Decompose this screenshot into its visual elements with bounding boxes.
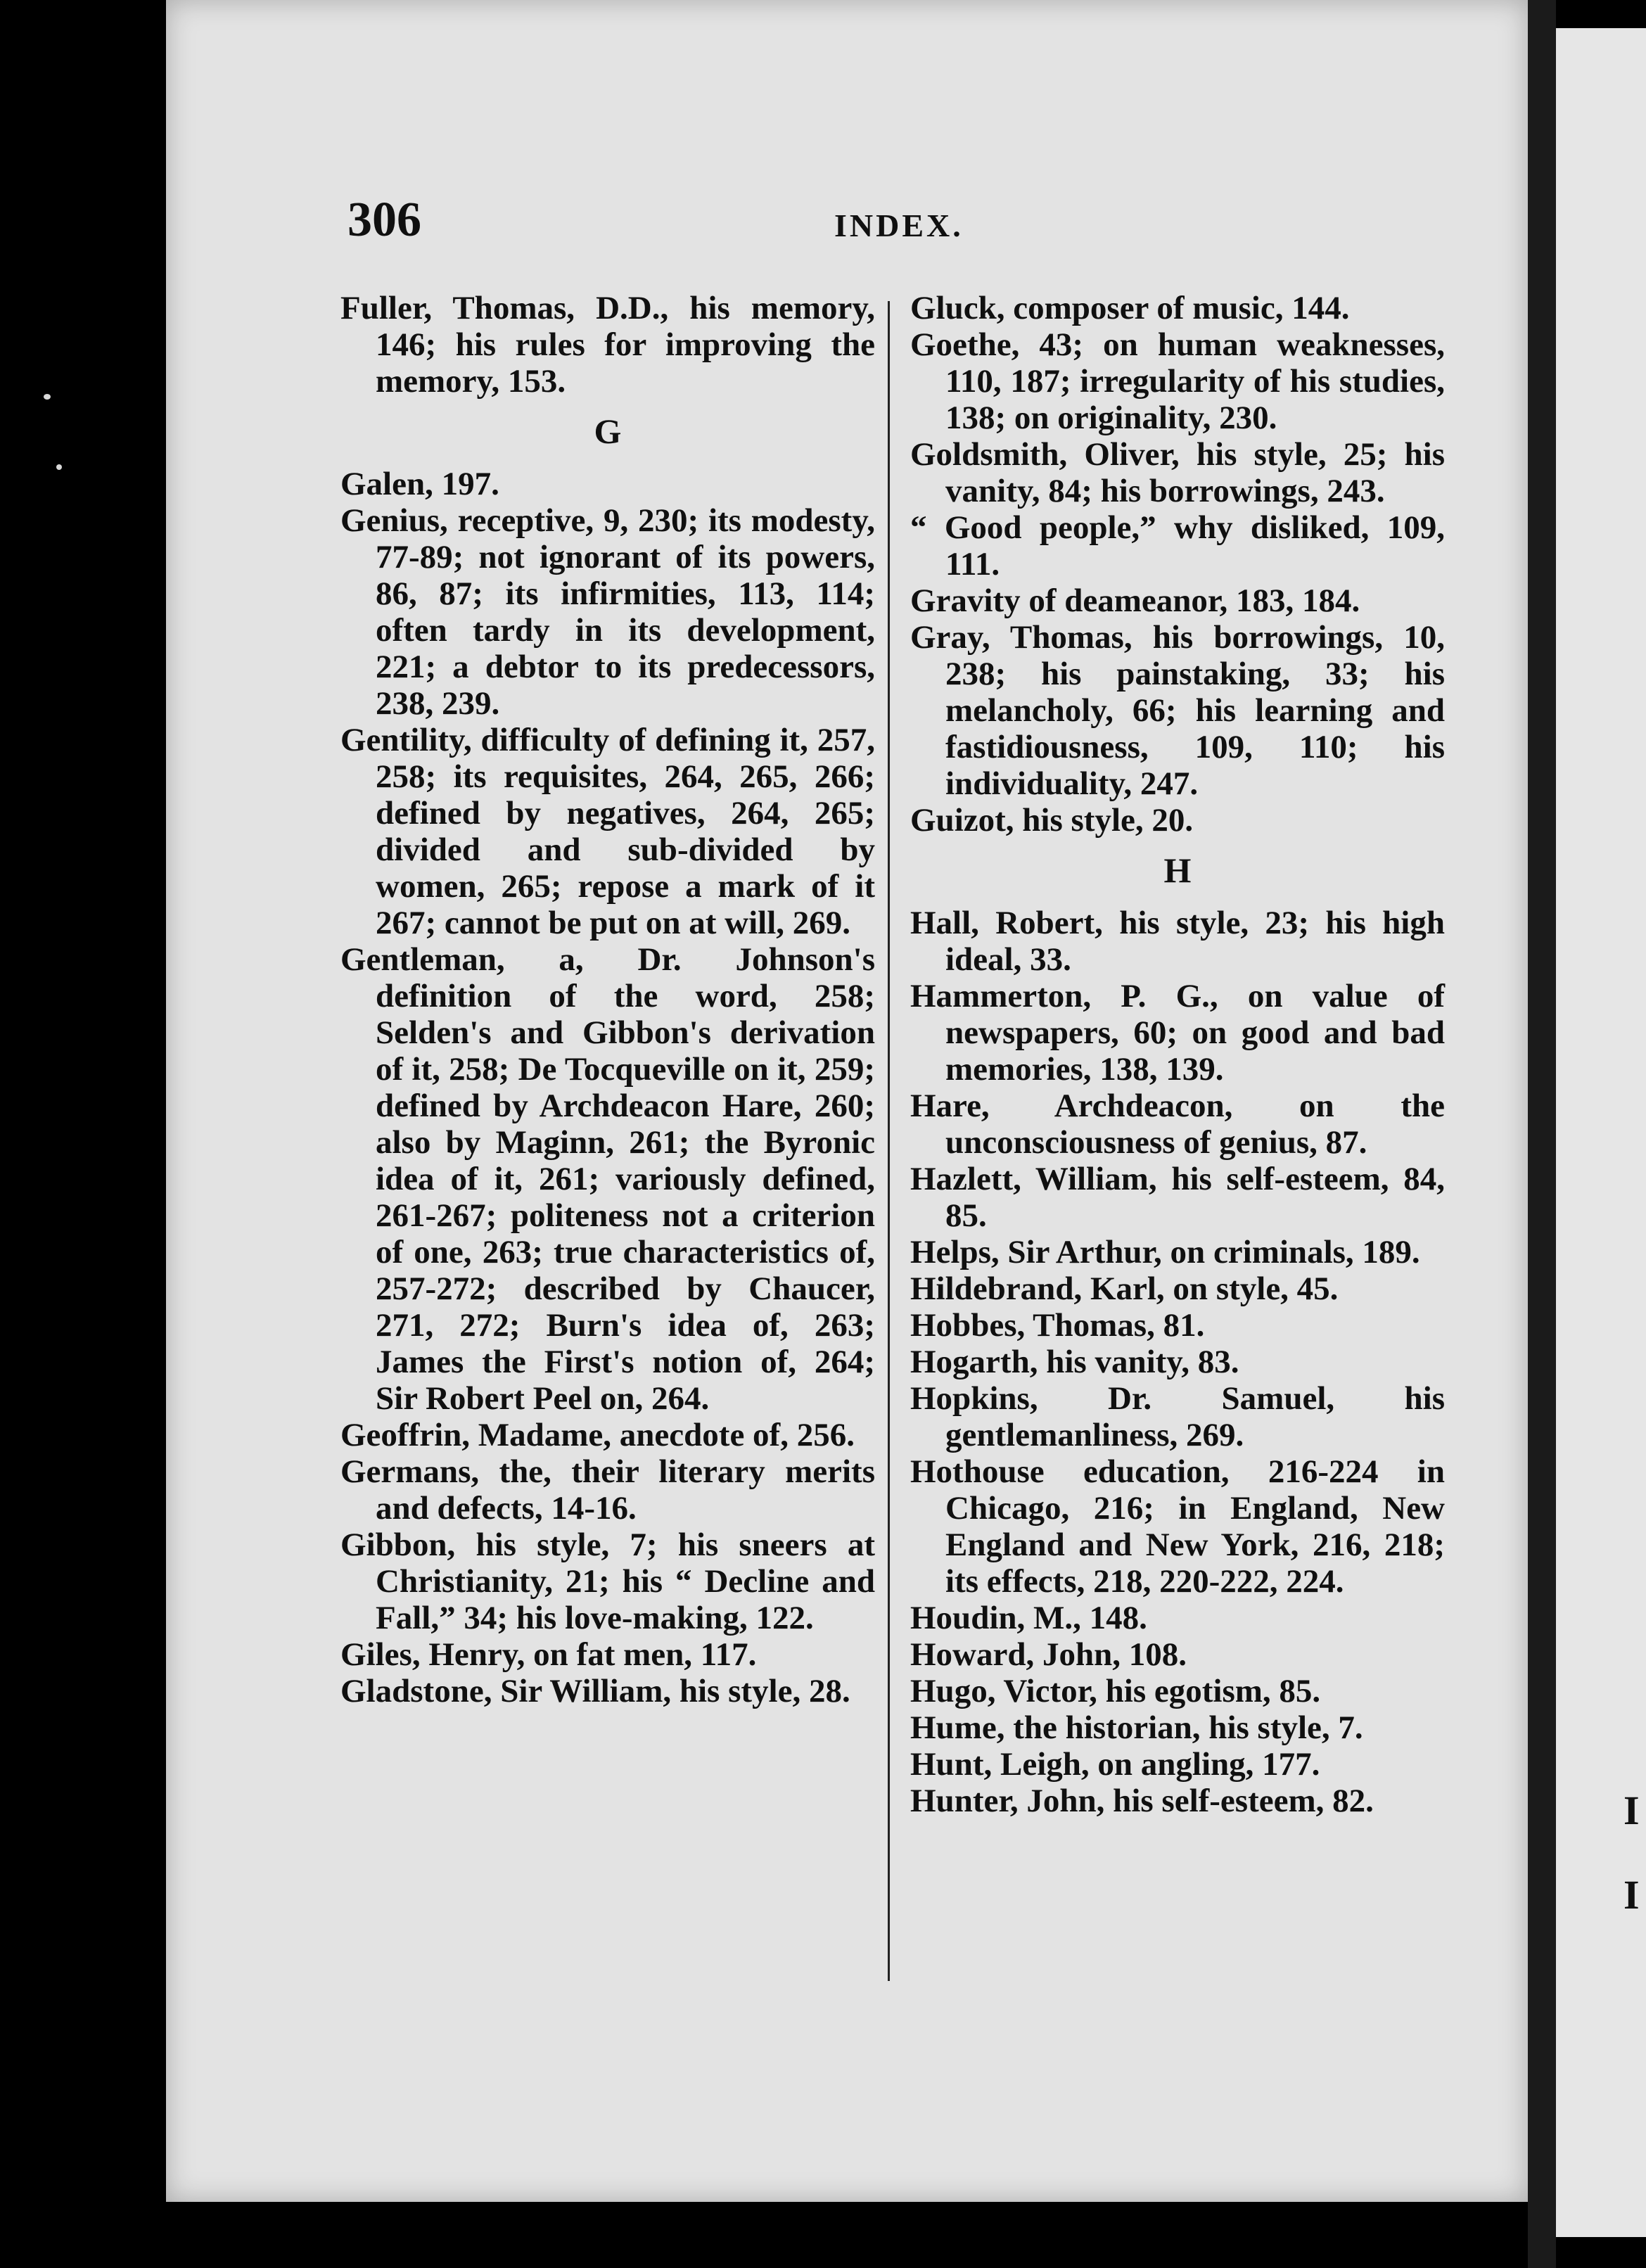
section-letter: G	[594, 412, 622, 451]
index-entry: Gluck, composer of music, 144.	[910, 290, 1350, 326]
index-entry: Hammerton, P. G., on value of newspapers, 60; on good and bad memories, 138, 139.	[910, 978, 1445, 1088]
index-entry: Hothouse education, 216-224 in Chicago, 216; in England, New England and New York, 216, 218; its effects, 218, 220-222, 224.	[910, 1453, 1445, 1600]
index-entry: Fuller, Thomas, D.D., his memory, 146; his rules for improving the memory, 153.	[340, 290, 875, 400]
index-entry: Gentleman, a, Dr. Johnson's definition of the word, 258; Selden's and Gibbon's derivation of it, 258; De Tocqueville on it, 259; defined by Archdeacon Hare, 260; also by Maginn, 261; the Byronic idea of it, 261; variously defined, 261-267; politeness not a criterion of one, 263; true characteristics of, 257-272; described by Chaucer, 271, 272; Burn's idea of, 263; James the First's notion of, 264; Sir Robert Peel on, 264.	[340, 941, 875, 1417]
index-entry: Helps, Sir Arthur, on criminals, 189.	[910, 1234, 1420, 1270]
index-entry: Goldsmith, Oliver, his style, 25; his vanity, 84; his borrowings, 243.	[910, 436, 1445, 509]
dust-speck	[44, 394, 51, 400]
index-entry: Germans, the, their literary merits and defects, 14-16.	[340, 1453, 875, 1527]
page-number: 306	[347, 193, 421, 247]
running-head: INDEX.	[834, 208, 964, 243]
index-entry: Hume, the historian, his style, 7.	[910, 1709, 1363, 1746]
index-entry: Hugo, Victor, his egotism, 85.	[910, 1673, 1321, 1709]
index-entry: “ Good people,” why disliked, 109, 111.	[910, 509, 1445, 582]
index-column-right	[910, 290, 1445, 1819]
index-entry: Hare, Archdeacon, on the unconsciousness of genius, 87.	[910, 1088, 1445, 1161]
column-divider	[888, 301, 890, 1981]
index-entry: Gravity of deameanor, 183, 184.	[910, 582, 1360, 619]
index-entry: Gladstone, Sir William, his style, 28.	[340, 1673, 850, 1709]
dust-speck	[56, 464, 62, 470]
index-entry: Giles, Henry, on fat men, 117.	[340, 1636, 757, 1673]
index-entry: Howard, John, 108.	[910, 1636, 1187, 1673]
index-entry: Hunt, Leigh, on angling, 177.	[910, 1746, 1320, 1783]
index-entry: Goethe, 43; on human weaknesses, 110, 187; irregularity of his studies, 138; on originality, 230.	[910, 326, 1445, 436]
index-entry: Hunter, John, his self-esteem, 82.	[910, 1783, 1374, 1819]
index-entry: Hildebrand, Karl, on style, 45.	[910, 1270, 1339, 1307]
index-entry: Gibbon, his style, 7; his sneers at Christianity, 21; his “ Decline and Fall,” 34; his love-making, 122.	[340, 1527, 875, 1636]
index-entry: Hazlett, William, his self-esteem, 84, 85.	[910, 1161, 1445, 1234]
index-entry: Guizot, his style, 20.	[910, 802, 1194, 839]
index-entry: Geoffrin, Madame, anecdote of, 256.	[340, 1417, 855, 1453]
index-entry: Hogarth, his vanity, 83.	[910, 1344, 1239, 1380]
section-letter: H	[1163, 850, 1192, 890]
index-entry: Genius, receptive, 9, 230; its modesty, 77-89; not ignorant of its powers, 86, 87; its infirmities, 113, 114; often tardy in its development, 221; a debtor to its predecessors, 238, 239.	[340, 502, 875, 722]
index-entry: Hall, Robert, his style, 23; his high ideal, 33.	[910, 905, 1445, 978]
adjacent-page-fragment	[1556, 28, 1646, 2237]
index-entry: Gray, Thomas, his borrowings, 10, 238; his painstaking, 33; his melancholy, 66; his learning and fastidiousness, 109, 110; his individuality, 247.	[910, 619, 1445, 802]
index-entry: Hopkins, Dr. Samuel, his gentlemanliness, 269.	[910, 1380, 1445, 1453]
index-entry: Hobbes, Thomas, 81.	[910, 1307, 1205, 1344]
index-column-left	[340, 290, 875, 1709]
index-entry: Gentility, difficulty of defining it, 257, 258; its requisites, 264, 265, 266; defined by negatives, 264, 265; divided and sub-divided by women, 265; repose a mark of it 267; cannot be put on at will, 269.	[340, 722, 875, 941]
index-entry: Houdin, M., 148.	[910, 1600, 1147, 1636]
index-entry: Galen, 197.	[340, 466, 499, 502]
adjacent-page-glyph: I	[1623, 1872, 1640, 1918]
adjacent-page-glyph: I	[1623, 1788, 1640, 1833]
page-gutter-shadow	[1528, 0, 1556, 2268]
